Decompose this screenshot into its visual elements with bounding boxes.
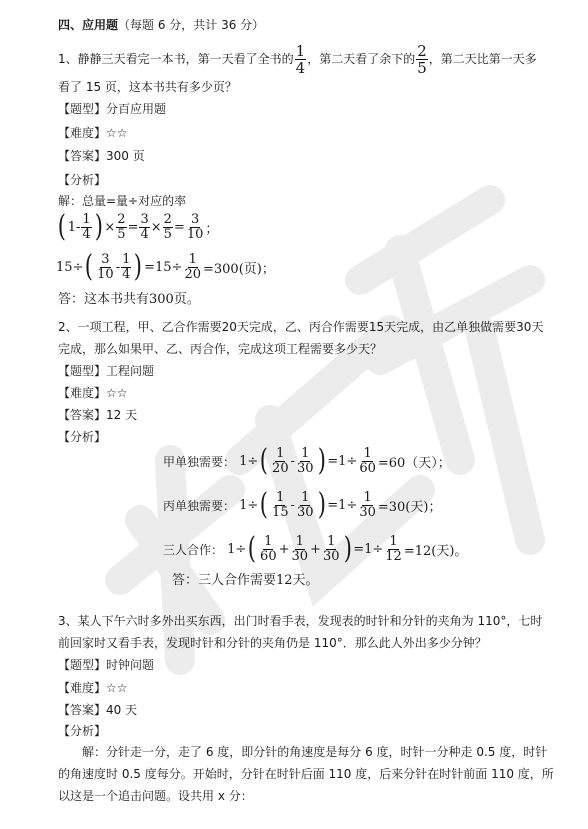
- q3-line2: 前回家时又看手表，发现时针和分针的夹角仍是 110°．那么此人外出多少分钟？: [58, 636, 487, 650]
- section-note: （每题 6 分，共计 36 分）: [118, 18, 265, 32]
- q2-line1: 2、一项工程，甲、乙合作需要20天完成，乙、丙合作需要15天完成，由乙单独做需要30天: [58, 320, 544, 334]
- q2-final-answer: 答：三人合作需要12天。: [172, 573, 319, 588]
- q1-fraction-quarter: $\frac{1}{4}$: [295, 41, 306, 77]
- q3-answer: 【答案】40 天: [58, 703, 138, 717]
- q1-final-answer: 答：这本书共有300页。: [58, 292, 200, 307]
- q1-text-c: ，第二天比第一天多: [428, 52, 537, 66]
- q1-line2: 看了 15 页，这本书共有多少页？: [58, 80, 237, 94]
- q1-answer: 【答案】300 页: [58, 149, 145, 163]
- q1-fraction-two-fifths: $\frac{2}{5}$: [417, 41, 427, 77]
- q1-type: 【题型】分百应用题: [58, 102, 167, 116]
- q3-solution-line2: 的角速度时 0.5 度每分。开始时，分针在时针后面 110 度，后来分针在时针前面 110 度，所: [58, 767, 554, 781]
- q3-solution-line3: 以这是一个追击问题。设共用 x 分：: [58, 789, 253, 803]
- q1-text-a: 1、静静三天看完一本书，第一天看了全书的: [58, 52, 294, 66]
- q2-answer: 【答案】12 天: [58, 408, 138, 422]
- q1-solution-intro: 解：总量=量÷对应的率: [58, 194, 187, 208]
- q2-row-bing: 丙单独需要： 1÷( $\frac{1}{15}$ - $\frac{1}{30}$ ) =1÷ $\frac{1}{30}$ =30(天)；: [163, 487, 442, 522]
- q1-line1: [58, 42, 537, 76]
- q2-line2: 完成，那么如果甲、乙、丙合作，完成这项工程需要多少天？: [58, 342, 383, 356]
- section-header: [58, 16, 264, 34]
- q1-text-b: ，第二天看了余下的: [307, 52, 416, 66]
- q2-row-three: 三人合作： 1÷( $\frac{1}{60}$ + $\frac{1}{30}$ + $\frac{1}{30}$ ) =1÷ $\frac{1}{12}$ =12(天)。: [163, 531, 468, 566]
- q3-analysis: 【分析】: [58, 724, 107, 738]
- q3-solution-line1: 解：分针走一分，走了 6 度，即分针的角速度是每分 6 度，时针一分种走 0.5 度，时针: [82, 745, 548, 759]
- q2-type: 【题型】工程问题: [58, 364, 155, 378]
- q3-difficulty: 【难度】☆☆: [58, 681, 128, 695]
- q2-row-jia: 甲单独需要： 1÷( $\frac{1}{20}$ - $\frac{1}{30}$ ) =1÷ $\frac{1}{60}$ =60（天）；: [163, 443, 451, 478]
- q1-difficulty: 【难度】☆☆: [58, 126, 128, 140]
- q3-type: 【题型】时钟问题: [58, 658, 155, 672]
- q2-difficulty: 【难度】☆☆: [58, 386, 128, 400]
- q1-analysis: 【分析】: [58, 173, 107, 187]
- q1-equation-2: 15÷( $\frac{3}{10}$ - $\frac{1}{4}$ ) =15÷ $\frac{1}{20}$ =300(页)；: [56, 249, 275, 284]
- q2-analysis: 【分析】: [58, 430, 107, 444]
- q3-line1: 3、某人下午六时多外出买东西，出门时看手表，发现表的时针和分针的夹角为 110°，七时: [58, 614, 543, 628]
- section-title: 四、应用题: [58, 18, 119, 32]
- q1-equation-1: ( 1- $\frac{1}{4}$ ) × $\frac{2}{5}$ = $\frac{3}{4}$ × $\frac{2}{5}$ = $\frac{3}{10}$ ；: [57, 209, 219, 244]
